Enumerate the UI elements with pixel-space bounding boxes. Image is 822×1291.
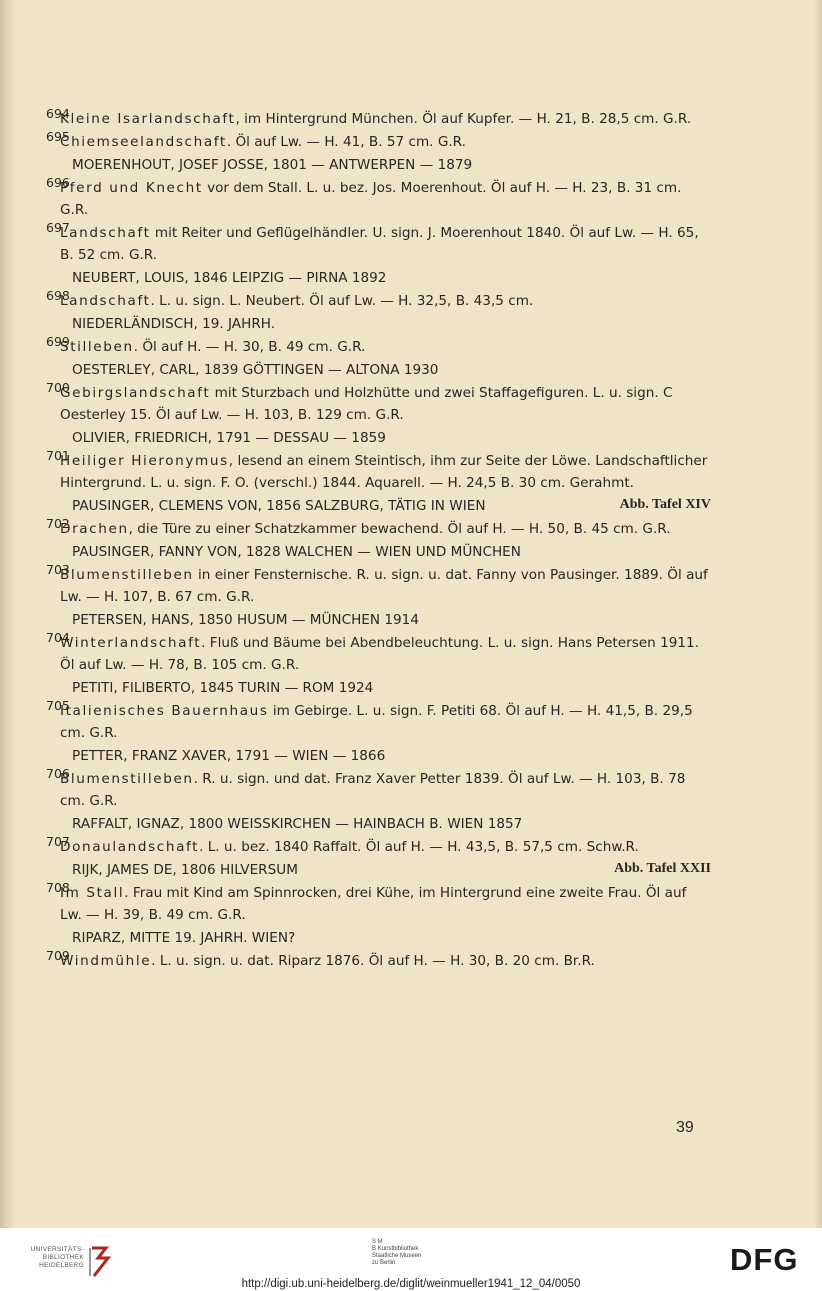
university-library-name: UNIVERSITÄTS- BIBLIOTHEK HEIDELBERG <box>30 1246 84 1269</box>
work-title: Windmühle <box>60 953 152 969</box>
catalog-entry <box>46 382 711 426</box>
lot-number: 702 <box>46 516 70 531</box>
work-title: Italienisches Bauernhaus <box>60 703 269 719</box>
page-number: 39 <box>676 1119 694 1136</box>
lot-number: 699 <box>46 334 70 349</box>
lot-number: 700 <box>46 380 70 395</box>
catalog-entry <box>46 882 711 926</box>
catalog-entry <box>46 222 711 266</box>
artist-heading: RIPARZ, MITTE 19. JAHRH. WIEN? <box>72 930 296 946</box>
work-description: , im Hintergrund München. Öl auf Kupfer. — H. 21, B. 28,5 cm. G.R. <box>235 111 692 127</box>
work-title: Drachen <box>60 521 129 537</box>
lot-number: 703 <box>46 562 70 577</box>
catalog-entry <box>46 700 711 744</box>
work-description: im Gebirge. L. u. sign. F. Petiti 68. Öl auf H. — H. 41,5, B. 29,5 cm. G.R. <box>60 703 693 741</box>
work-description: . Fluß und Bäume bei Abendbeleuchtung. L. u. sign. Hans Petersen 1911. Öl auf Lw. — H. 78, B. 105 cm. G.R. <box>60 635 700 673</box>
catalog-entry <box>46 336 711 358</box>
artist-heading: OLIVIER, FRIEDRICH, 1791 — DESSAU — 1859 <box>72 430 386 446</box>
work-title: Kleine Isarlandschaft <box>60 111 236 127</box>
catalog-entry <box>46 768 711 812</box>
library-stamp: S M B Kunstbibliothek Staatliche Museen zu Berlin <box>372 1239 422 1266</box>
work-title: Landschaft <box>60 293 151 309</box>
catalog-entry <box>46 564 711 608</box>
lot-number: 694 <box>46 106 70 121</box>
lot-number: 701 <box>46 448 70 463</box>
artist-heading: RIJK, JAMES DE, 1806 HILVERSUM <box>72 862 298 878</box>
artist-heading: PAUSINGER, FANNY VON, 1828 WALCHEN — WIEN UND MÜNCHEN <box>72 544 521 560</box>
page-edge-shadow-right <box>814 0 822 1228</box>
artist-heading: NIEDERLÄNDISCH, 19. JAHRH. <box>72 316 276 332</box>
artist-heading: PAUSINGER, CLEMENS VON, 1856 SALZBURG, TÄTIG IN WIEN <box>72 498 486 514</box>
work-description: . Öl auf Lw. — H. 41, B. 57 cm. G.R. <box>226 134 466 150</box>
lot-number: 706 <box>46 766 70 781</box>
work-title: Pferd und Knecht <box>60 180 203 196</box>
catalog-entry <box>46 108 711 130</box>
work-description: . Öl auf H. — H. 30, B. 49 cm. G.R. <box>133 339 366 355</box>
lot-number: 705 <box>46 698 70 713</box>
artist-heading: PETTER, FRANZ XAVER, 1791 — WIEN — 1866 <box>72 748 386 764</box>
lot-number: 707 <box>46 834 70 849</box>
work-title: Im Stall <box>60 885 125 901</box>
artist-heading: NEUBERT, LOUIS, 1846 LEIPZIG — PIRNA 1892 <box>72 270 387 286</box>
work-description: . Frau mit Kind am Spinnrocken, drei Kühe, im Hintergrund eine zweite Frau. Öl auf Lw. — H. 39, B. 49 cm. G.R. <box>60 885 687 923</box>
permalink-url[interactable]: http://digi.ub.uni-heidelberg.de/diglit/weinmueller1941_12_04/0050 <box>241 1278 581 1290</box>
viewer-footer <box>0 1228 822 1291</box>
work-title: Blumenstilleben <box>60 567 194 583</box>
artist-heading: RAFFALT, IGNAZ, 1800 WEISSKIRCHEN — HAINBACH B. WIEN 1857 <box>72 816 523 832</box>
plate-reference: Abb. Tafel XXII <box>614 861 711 876</box>
catalog-entries <box>46 108 711 973</box>
work-title: Heiliger Hieronymus <box>60 453 229 469</box>
artist-heading: OESTERLEY, CARL, 1839 GÖTTINGEN — ALTONA 1930 <box>72 362 439 378</box>
work-title: Landschaft <box>60 225 151 241</box>
work-description: vor dem Stall. L. u. bez. Jos. Moerenhout. Öl auf H. — H. 23, B. 31 cm. G.R. <box>60 180 682 218</box>
work-title: Blumenstilleben <box>60 771 194 787</box>
work-title: Stilleben <box>60 339 134 355</box>
work-description: mit Reiter und Geflügelhändler. U. sign. J. Moerenhout 1840. Öl auf Lw. — H. 65, B. 52 cm. G.R. <box>60 225 699 263</box>
work-title: Chiemseelandschaft <box>60 134 227 150</box>
work-title: Winterlandschaft <box>60 635 202 651</box>
catalog-entry <box>46 518 711 540</box>
work-description: . L. u. bez. 1840 Raffalt. Öl auf H. — H. 43,5, B. 57,5 cm. Schw.R. <box>199 839 639 855</box>
artist-heading: PETERSEN, HANS, 1850 HUSUM — MÜNCHEN 1914 <box>72 612 419 628</box>
work-description: . L. u. sign. L. Neubert. Öl auf Lw. — H. 32,5, B. 43,5 cm. <box>150 293 534 309</box>
work-description: , lesend an einem Steintisch, ihm zur Seite der Löwe. Landschaftlicher Hintergrund. L. u. sign. F. O. (verschl.) 1844. Aquarell. — H. 24,5 B. 30 cm. Gerahmt. <box>60 453 708 491</box>
lot-number: 695 <box>46 129 70 144</box>
work-description: . R. u. sign. und dat. Franz Xaver Petter 1839. Öl auf Lw. — H. 103, B. 78 cm. G.R. <box>60 771 686 809</box>
university-library-logo[interactable] <box>12 1244 122 1280</box>
lot-number: 704 <box>46 630 70 645</box>
lot-number: 697 <box>46 220 70 235</box>
lot-number: 708 <box>46 880 70 895</box>
catalog-entry <box>46 950 711 972</box>
work-description: . L. u. sign. u. dat. Riparz 1876. Öl auf H. — H. 30, B. 20 cm. Br.R. <box>151 953 595 969</box>
lot-number: 709 <box>46 948 70 963</box>
artist-heading: PETITI, FILIBERTO, 1845 TURIN — ROM 1924 <box>72 680 374 696</box>
catalog-entry <box>46 177 711 221</box>
artist-heading: MOERENHOUT, JOSEF JOSSE, 1801 — ANTWERPEN — 1879 <box>72 157 473 173</box>
lot-number: 696 <box>46 175 70 190</box>
work-description: in einer Fensternische. R. u. sign. u. dat. Fanny von Pausinger. 1889. Öl auf Lw. — H. 107, B. 67 cm. G.R. <box>60 567 708 605</box>
page-edge-shadow <box>0 0 14 1228</box>
catalog-entry <box>46 632 711 676</box>
dfg-logo[interactable]: DFG <box>730 1242 799 1277</box>
work-title: Donaulandschaft <box>60 839 200 855</box>
catalog-entry <box>46 290 711 312</box>
plate-reference: Abb. Tafel XIV <box>619 497 711 512</box>
work-description: mit Sturzbach und Holzhütte und zwei Staffagefiguren. L. u. sign. C Oesterley 15. Öl auf Lw. — H. 103, B. 129 cm. G.R. <box>60 385 673 423</box>
lot-number: 698 <box>46 288 70 303</box>
work-title: Gebirgslandschaft <box>60 385 211 401</box>
university-emblem-icon <box>88 1244 114 1280</box>
work-description: , die Türe zu einer Schatzkammer bewachend. Öl auf H. — H. 50, B. 45 cm. G.R. <box>128 521 671 537</box>
catalog-entry <box>46 131 711 153</box>
